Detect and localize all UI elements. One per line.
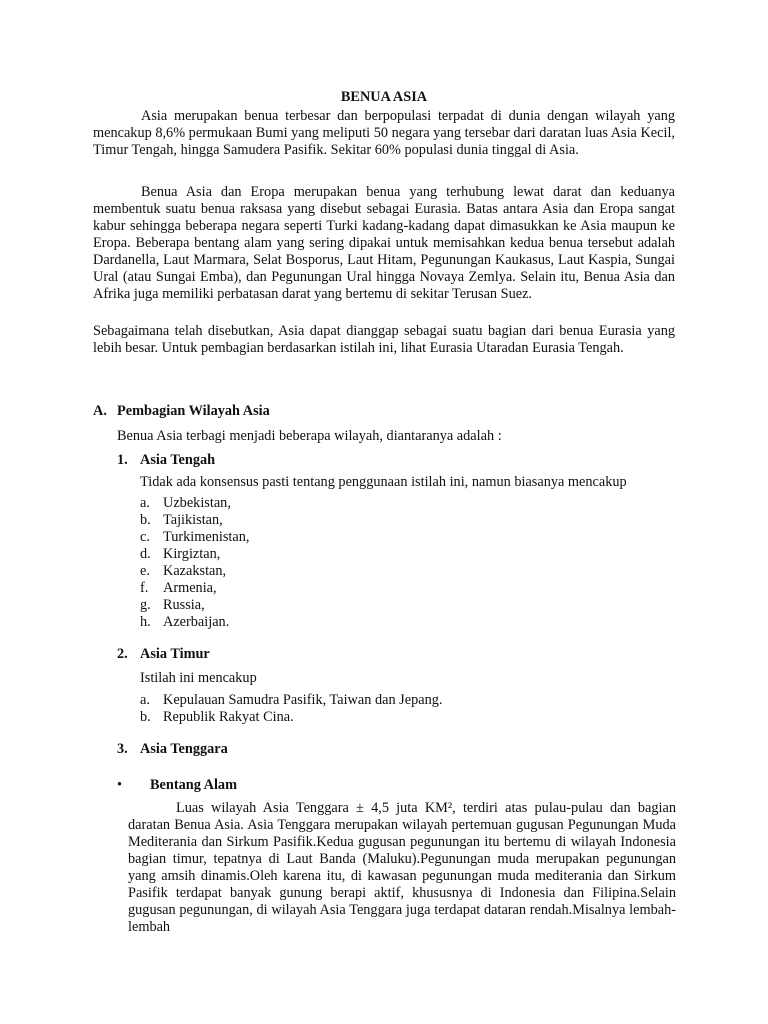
paragraph-eurasia-part: Sebagaimana telah disebutkan, Asia dapat dianggap sebagai suatu bagian dari benua Eurasia yang lebih besar. Untuk pembagian berdasarkan istilah ini, lihat Eurasia Utaradan Eurasia Tengah.: [93, 323, 675, 356]
list-marker: c.: [140, 529, 150, 545]
list-item: [140, 692, 442, 709]
section-marker: A.: [93, 403, 107, 419]
section-heading-text: Pembagian Wilayah Asia: [117, 403, 270, 419]
list-marker: b.: [140, 709, 151, 725]
list-item: [140, 580, 249, 597]
list-item-text: Uzbekistan,: [163, 495, 231, 511]
section-heading: [93, 403, 270, 420]
subsection-text: Istilah ini mencakup: [140, 670, 257, 686]
subsection-text: Tidak ada konsensus pasti tentang penggunaan istilah ini, namun biasanya mencakup: [140, 474, 627, 490]
subsection-heading-asia-timur: [117, 646, 210, 663]
list-marker: b.: [140, 512, 151, 528]
document-title: BENUA ASIA: [340, 89, 428, 105]
list-item-text: Kazakstan,: [163, 563, 227, 579]
list-item-text: Turkimenistan,: [163, 529, 250, 545]
list-item-text: Armenia,: [163, 580, 217, 596]
list-item-text: Russia,: [163, 597, 205, 613]
paragraph-bentang-alam: Luas wilayah Asia Tenggara ± 4,5 juta KM², terdiri atas pulau-pulau dan bagian daratan Benua Asia. Asia Tenggara merupakan wilayah pertemuan gugusan Pegunungan Muda Mediterania dan Sirkum Pasifik.Kedua gugusan pegunungan itu bertemu di wilayah Indonesia bagian timur, tepatnya di Laut Banda (Maluku).Pegunungan muda merupakan pegunungan yang amsih dinamis.Oleh karena itu, di kawasan pegunungan muda mediterania dan Sirkum Pasifik terdapat banyak gunung berapi aktif, khususnya di Indonesia dan Filipina.Selain gugusan pegunungan, di wilayah Asia Tenggara juga terdapat dataran rendah.Misalnya lembah-lembah: [128, 800, 676, 935]
list-marker: e.: [140, 563, 150, 579]
list-marker: a.: [140, 495, 150, 511]
list-item: [140, 709, 442, 726]
list-item: [140, 563, 249, 580]
list-marker: d.: [140, 546, 151, 562]
list-item: [140, 512, 249, 529]
list-marker: g.: [140, 597, 151, 613]
list-marker: f.: [140, 580, 149, 596]
country-list-asia-tengah: [140, 495, 249, 631]
list-item-text: Kirgiztan,: [163, 546, 221, 562]
list-item: [140, 597, 249, 614]
list-item: [140, 614, 249, 631]
bullet-heading: [117, 777, 237, 794]
subsection-title: Asia Tenggara: [140, 741, 228, 757]
subsection-heading-asia-tengah: [117, 452, 215, 469]
list-marker: h.: [140, 614, 151, 630]
paragraph-intro: Asia merupakan benua terbesar dan berpopulasi terpadat di dunia dengan wilayah yang mencakup 8,6% permukaan Bumi yang meliputi 50 negara yang tersebar dari daratan luas Asia Kecil, Timur Tengah, hingga Samudera Pasifik. Sekitar 60% populasi dunia tinggal di Asia.: [93, 108, 676, 158]
list-item-text: Republik Rakyat Cina.: [163, 709, 294, 725]
list-marker: a.: [140, 692, 150, 708]
subsection-number: 3.: [117, 741, 128, 757]
subsection-title: Asia Tengah: [140, 452, 216, 468]
list-item-text: Kepulauan Samudra Pasifik, Taiwan dan Jepang.: [163, 692, 443, 708]
list-item: [140, 546, 249, 563]
list-item-text: Azerbaijan.: [163, 614, 230, 630]
bullet-icon: •: [117, 777, 123, 793]
subsection-heading-asia-tenggara: [117, 741, 228, 758]
subsection-number: 2.: [117, 646, 128, 662]
paragraph-eurasia: Benua Asia dan Eropa merupakan benua yang terhubung lewat darat dan keduanya membentuk suatu benua raksasa yang disebut sebagai Eurasia. Batas antara Asia dan Eropa sangat kabur sehingga beberapa negara seperti Turki kadang-kadang dapat dimasukkan ke Asia maupun ke Eropa. Beberapa bentang alam yang sering dipakai untuk memisahkan kedua benua tersebut adalah Dardanella, Laut Marmara, Selat Bosporus, Laut Hitam, Pegunungan Kaukasus, Laut Kaspia, Sungai Ural (atau Sungai Emba), dan Pegunungan Ural hingga Novaya Zemlya. Selain itu, Benua Asia dan Afrika juga memiliki perbatasan darat yang bertemu di sekitar Terusan Suez.: [93, 184, 675, 302]
country-list-asia-timur: [140, 692, 442, 726]
bullet-heading-text: Bentang Alam: [150, 777, 237, 793]
list-item: [140, 529, 249, 546]
list-item-text: Tajikistan,: [163, 512, 223, 528]
list-item: [140, 495, 249, 512]
subsection-number: 1.: [117, 452, 128, 468]
subsection-title: Asia Timur: [140, 646, 210, 662]
section-intro: Benua Asia terbagi menjadi beberapa wilayah, diantaranya adalah :: [117, 428, 502, 444]
